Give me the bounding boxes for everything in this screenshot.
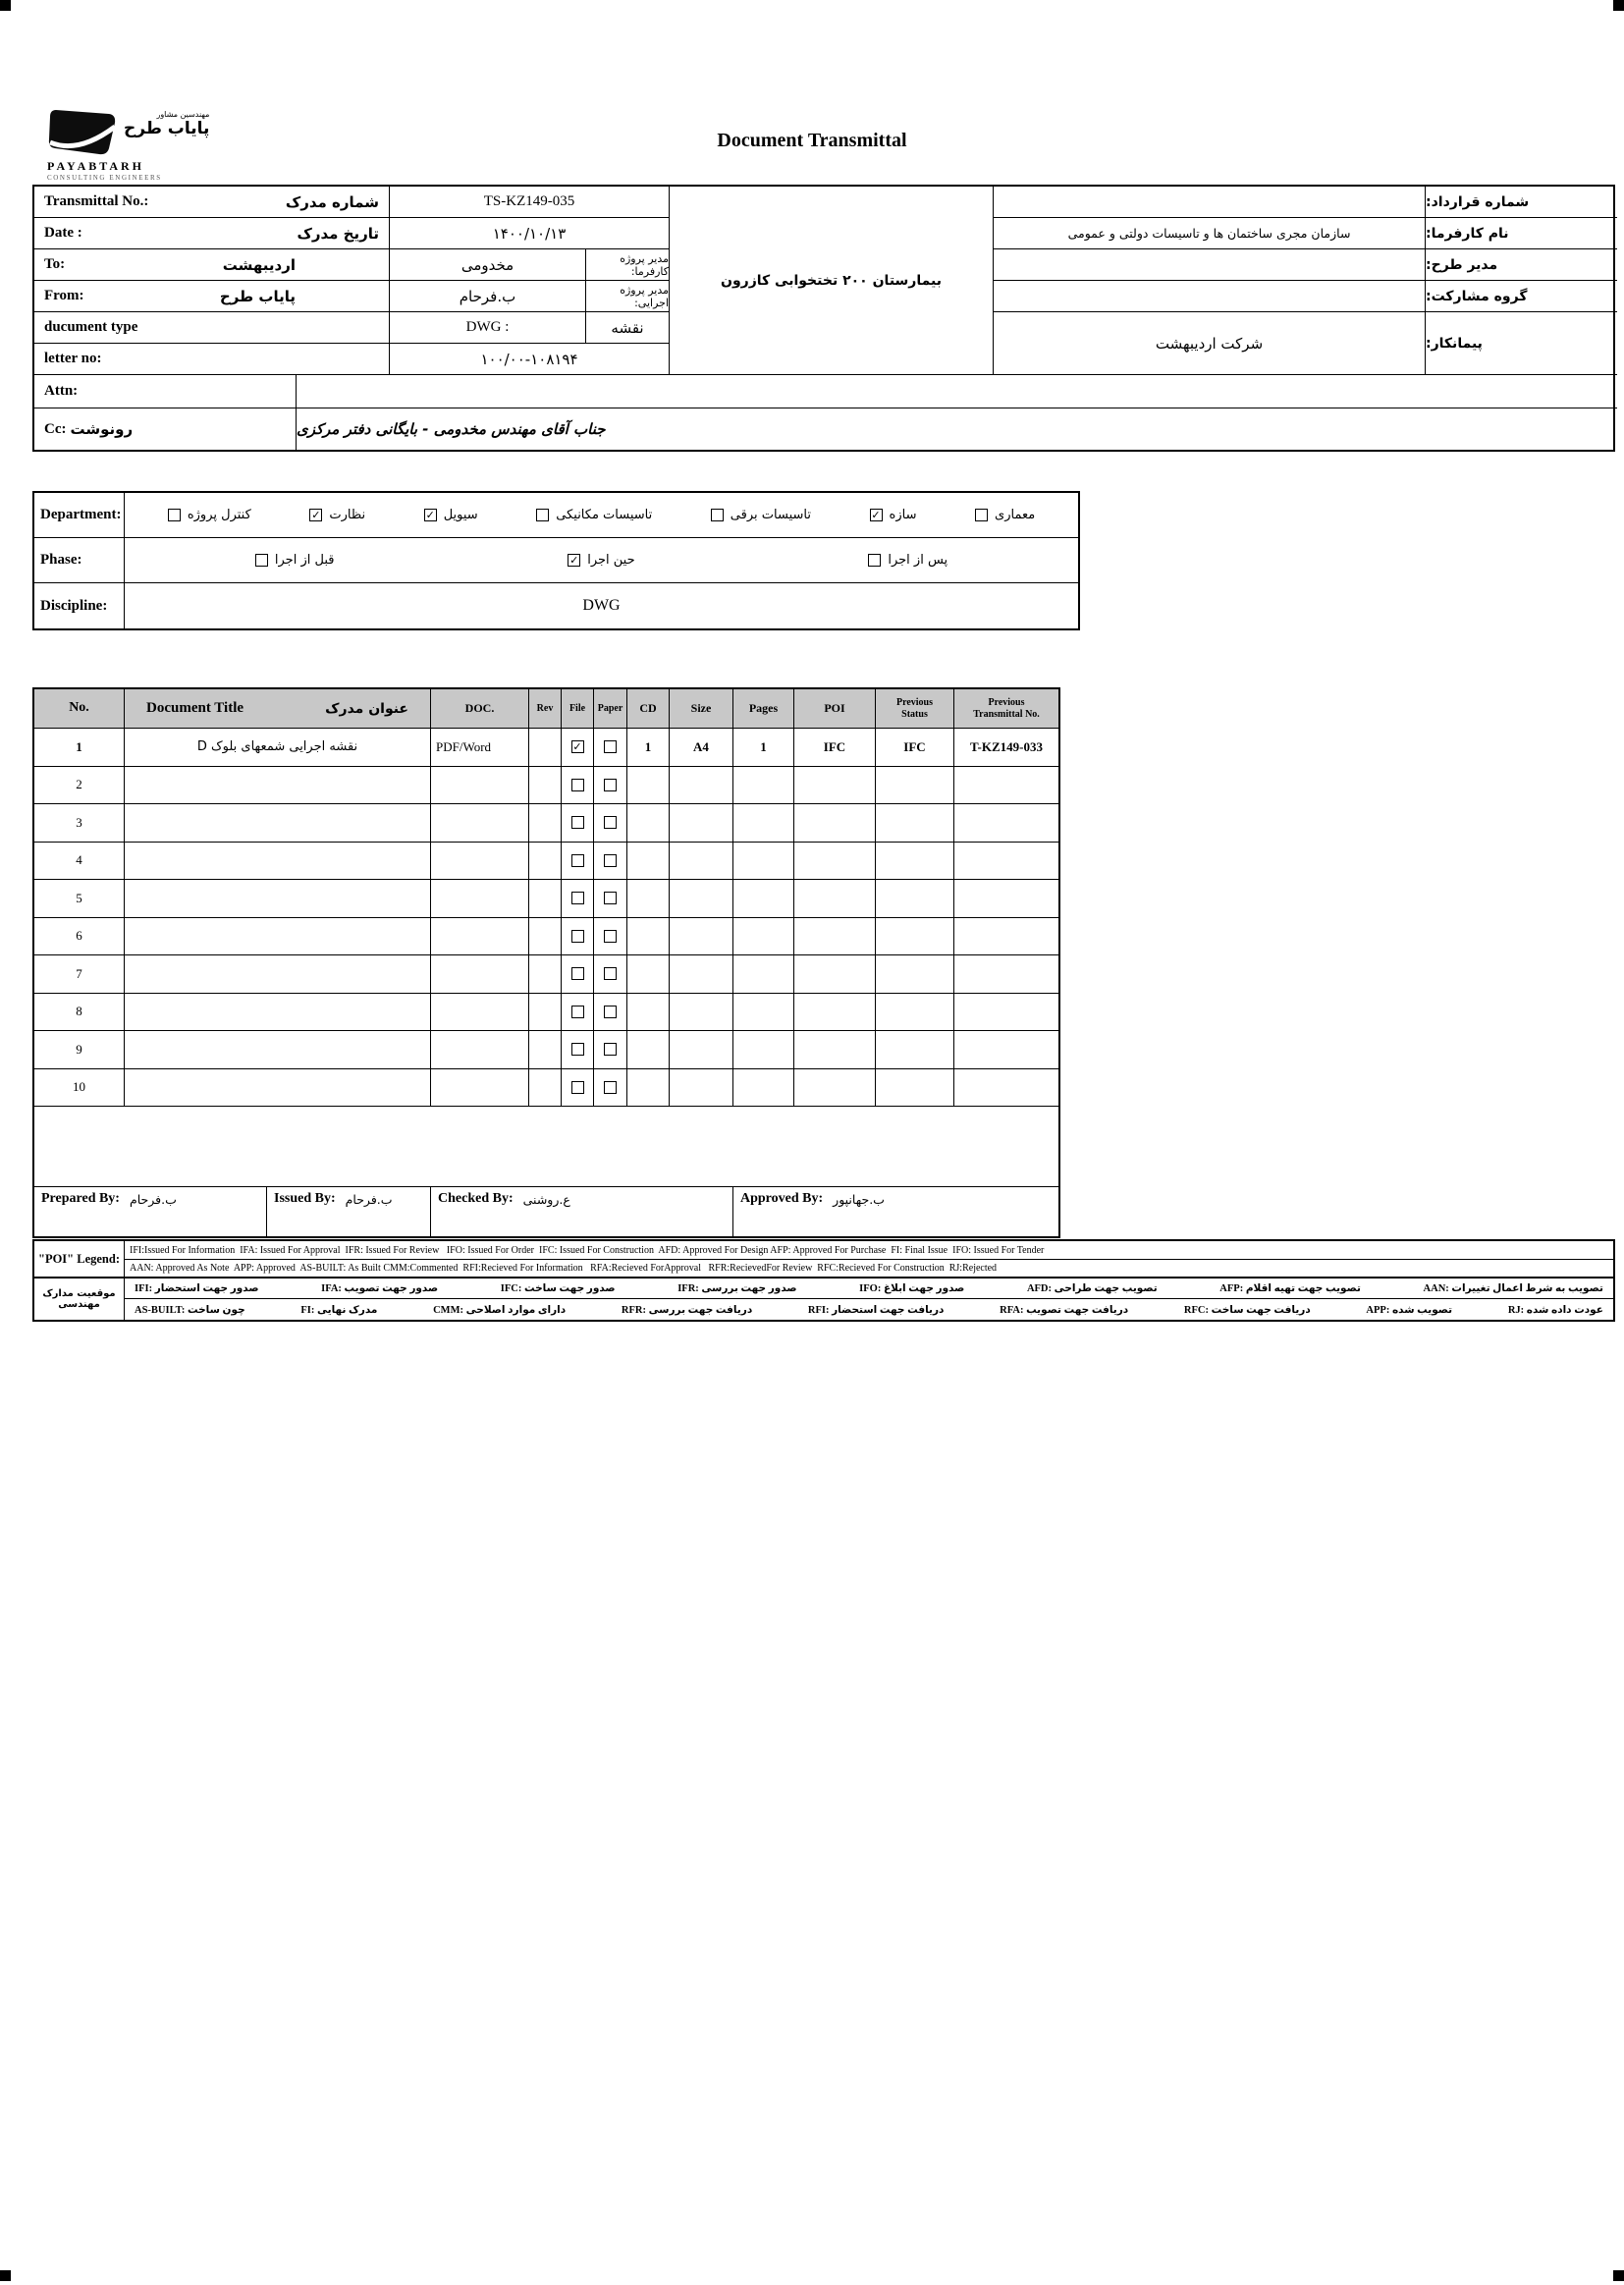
cell-pages xyxy=(733,880,794,917)
cell-prev-status xyxy=(876,1031,954,1068)
corner-mark xyxy=(1613,0,1624,11)
documents-table xyxy=(32,687,1060,1238)
cell-doc xyxy=(431,994,529,1031)
structure-checkbox[interactable] xyxy=(870,509,883,521)
cell-rev xyxy=(529,955,562,993)
to-sublabel: مدیر پروژه کارفرما: xyxy=(586,249,670,281)
from-sublabel: مدیر پروژه اجرایی: xyxy=(586,281,670,312)
cell-cd xyxy=(627,804,670,842)
legend-item: RFC: دریافت جهت ساخت xyxy=(1183,1304,1311,1316)
project-control-checkbox[interactable] xyxy=(168,509,181,521)
legend-item: IFR: صدور جهت بررسی xyxy=(677,1283,797,1294)
transmittal-no-label-fa: شماره مدرک xyxy=(285,192,379,211)
department-option-supervision xyxy=(309,508,365,522)
corner-mark xyxy=(1613,2270,1624,2281)
cell-file xyxy=(562,1069,594,1107)
cell-cd xyxy=(627,767,670,804)
cell-paper xyxy=(594,955,627,993)
supervision-checkbox[interactable] xyxy=(309,509,322,521)
doctype-label xyxy=(34,312,390,344)
cc-label xyxy=(34,408,297,450)
cell-prev-transmittal xyxy=(954,918,1058,955)
to-label-en: To: xyxy=(44,256,66,272)
checked-by-value: ع.روشنی xyxy=(522,1192,570,1207)
file-checkbox[interactable] xyxy=(571,967,584,980)
cell-size: A4 xyxy=(670,729,733,766)
from-label xyxy=(34,281,390,312)
legend-item: AFD: تصویب جهت طراحی xyxy=(1026,1283,1158,1294)
to-label xyxy=(34,249,390,281)
discipline-row xyxy=(34,583,1078,628)
contractor-value: شرکت اردیبهشت xyxy=(994,312,1426,375)
cell-size xyxy=(670,1031,733,1068)
cell-rev xyxy=(529,994,562,1031)
cell-rev xyxy=(529,880,562,917)
cell-pages xyxy=(733,955,794,993)
poi-legend-table xyxy=(32,1239,1615,1322)
cell-size xyxy=(670,994,733,1031)
department-options xyxy=(125,493,1078,537)
contract-no-value xyxy=(994,187,1426,218)
cell-size xyxy=(670,843,733,880)
cell-no: 5 xyxy=(34,880,125,917)
cell-prev-status: IFC xyxy=(876,729,954,766)
cell-file xyxy=(562,918,594,955)
cell-prev-transmittal xyxy=(954,994,1058,1031)
cell-cd xyxy=(627,918,670,955)
cell-pages xyxy=(733,994,794,1031)
cell-paper xyxy=(594,1069,627,1107)
cell-paper xyxy=(594,880,627,917)
cell-size xyxy=(670,955,733,993)
header-poi: POI xyxy=(794,689,876,728)
table-row xyxy=(34,918,1058,956)
phase-option-after xyxy=(868,553,947,568)
table-row xyxy=(34,1069,1058,1108)
fa-legend-label: موقعیت مدارک مهندسی xyxy=(34,1279,125,1320)
electrical-checkbox[interactable] xyxy=(711,509,724,521)
cell-doc xyxy=(431,767,529,804)
cell-prev-transmittal xyxy=(954,1031,1058,1068)
cell-poi: IFC xyxy=(794,729,876,766)
checked-by-label: Checked By: xyxy=(438,1191,514,1206)
architecture-checkbox[interactable] xyxy=(975,509,988,521)
cell-size xyxy=(670,767,733,804)
cell-prev-status xyxy=(876,994,954,1031)
cell-title xyxy=(125,843,431,880)
client-label: نام کارفرما: xyxy=(1426,218,1617,249)
file-checkbox[interactable] xyxy=(571,930,584,943)
issued-by-label: Issued By: xyxy=(274,1191,336,1206)
table-row xyxy=(34,804,1058,843)
cc-label-fa: رونوشت xyxy=(70,420,134,438)
legend-item: FI: مدرک نهایی xyxy=(300,1304,378,1316)
phase-option-during xyxy=(568,553,634,568)
cell-pages xyxy=(733,1031,794,1068)
file-checkbox[interactable] xyxy=(571,854,584,867)
contractor-label: پیمانکار: xyxy=(1426,312,1617,375)
before-execution-checkbox[interactable] xyxy=(255,554,268,567)
corner-mark xyxy=(0,0,11,11)
cell-rev xyxy=(529,918,562,955)
jv-label: گروه مشارکت: xyxy=(1426,281,1617,312)
date-label-fa: تاریخ مدرک xyxy=(297,224,379,243)
legend-item: RJ: عودت داده شده xyxy=(1507,1304,1603,1316)
cell-doc xyxy=(431,843,529,880)
logo-subtitle: CONSULTING ENGINEERS xyxy=(47,174,162,182)
file-checkbox[interactable] xyxy=(571,1043,584,1056)
cell-prev-transmittal xyxy=(954,1069,1058,1107)
paper-checkbox[interactable] xyxy=(604,930,617,943)
cell-prev-transmittal xyxy=(954,843,1058,880)
option-label: نظارت xyxy=(329,508,366,522)
cell-prev-status xyxy=(876,880,954,917)
cell-prev-status xyxy=(876,804,954,842)
header-paper: Paper xyxy=(594,689,627,728)
cc-label-en: Cc: xyxy=(44,420,67,437)
cell-prev-status xyxy=(876,1069,954,1107)
cell-size xyxy=(670,804,733,842)
department-label: Department: xyxy=(34,493,125,537)
cell-no: 2 xyxy=(34,767,125,804)
cell-doc xyxy=(431,955,529,993)
paper-checkbox[interactable] xyxy=(604,740,617,753)
department-option-electrical xyxy=(711,508,811,522)
date-value: ۱۴۰۰/۱۰/۱۳ xyxy=(390,218,670,249)
cell-no: 9 xyxy=(34,1031,125,1068)
header-title xyxy=(125,689,431,728)
cell-size xyxy=(670,918,733,955)
cell-file xyxy=(562,880,594,917)
cell-pages xyxy=(733,767,794,804)
discipline-label: Discipline: xyxy=(34,583,125,628)
department-option-structure xyxy=(870,508,917,522)
legend-item: CMM: دارای موارد اصلاحی xyxy=(433,1304,567,1316)
cell-file xyxy=(562,994,594,1031)
after-execution-checkbox[interactable] xyxy=(868,554,881,567)
from-label-en: From: xyxy=(44,288,84,303)
legend-item: RFR: دریافت جهت بررسی xyxy=(621,1304,753,1316)
legend-item: APP: تصویب شده xyxy=(1366,1304,1453,1316)
cell-poi xyxy=(794,994,876,1031)
from-name: ب.فرحام xyxy=(390,281,586,312)
cell-doc xyxy=(431,1031,529,1068)
file-checkbox[interactable] xyxy=(571,892,584,904)
phase-row xyxy=(34,538,1078,583)
cell-title xyxy=(125,1031,431,1068)
cell-poi xyxy=(794,955,876,993)
legend-item: RFI: دریافت جهت استحضار xyxy=(807,1304,945,1316)
department-option-architecture xyxy=(975,508,1035,522)
signoff-row xyxy=(34,1187,1058,1236)
paper-checkbox[interactable] xyxy=(604,967,617,980)
checked-by xyxy=(431,1187,733,1236)
logo-name-fa: پایاب طرح xyxy=(124,119,210,138)
classification-table xyxy=(32,491,1080,630)
cell-prev-status xyxy=(876,843,954,880)
cell-rev xyxy=(529,729,562,766)
approved-by-label: Approved By: xyxy=(740,1191,824,1206)
cell-cd xyxy=(627,994,670,1031)
approved-by xyxy=(733,1187,1058,1236)
transmittal-no-label-en: Transmittal No.: xyxy=(44,193,149,209)
cell-paper xyxy=(594,918,627,955)
cell-file xyxy=(562,729,594,766)
page-title: Document Transmittal xyxy=(717,130,907,151)
cell-prev-transmittal xyxy=(954,767,1058,804)
cell-rev xyxy=(529,1069,562,1107)
table-row xyxy=(34,729,1058,767)
legend-item: AFP: تصویب جهت تهیه اقلام xyxy=(1219,1283,1361,1294)
transmittal-no-label xyxy=(34,187,390,218)
issued-by-value: ب.فرحام xyxy=(345,1192,393,1207)
cell-title xyxy=(125,767,431,804)
option-label: معماری xyxy=(995,508,1036,522)
fa-legend-line2 xyxy=(125,1299,1613,1320)
cell-title xyxy=(125,918,431,955)
documents-header-row xyxy=(34,689,1058,729)
cell-title xyxy=(125,1069,431,1107)
paper-checkbox[interactable] xyxy=(604,892,617,904)
project-name: بیمارستان ۲۰۰ تختخوابی کازرون xyxy=(670,187,994,375)
table-row xyxy=(34,880,1058,918)
cell-cd xyxy=(627,843,670,880)
cell-pages xyxy=(733,843,794,880)
cell-paper xyxy=(594,767,627,804)
option-label: سیویل xyxy=(443,508,478,522)
cell-file xyxy=(562,804,594,842)
mechanical-checkbox[interactable] xyxy=(536,509,549,521)
prepared-by-value: ب.فرحام xyxy=(129,1192,177,1207)
cell-no: 4 xyxy=(34,843,125,880)
header-size: Size xyxy=(670,689,733,728)
from-value-fa: پایاب طرح xyxy=(219,287,296,305)
cell-title xyxy=(125,994,431,1031)
doctype-value: DWG : xyxy=(390,312,586,344)
header-no: No. xyxy=(34,689,125,728)
legend-item: IFO: صدور جهت ابلاغ xyxy=(859,1283,965,1294)
cell-cd xyxy=(627,955,670,993)
cell-title: نقشه اجرایی شمعهای بلوک D xyxy=(125,729,431,766)
cell-prev-status xyxy=(876,955,954,993)
cell-file xyxy=(562,1031,594,1068)
cell-prev-transmittal: T-KZ149-033 xyxy=(970,738,1043,754)
cell-rev xyxy=(529,767,562,804)
cell-doc xyxy=(431,1069,529,1107)
corner-mark xyxy=(0,2270,11,2281)
cell-prev-transmittal xyxy=(954,955,1058,993)
legend-item: AS-BUILT: چون ساخت xyxy=(135,1304,245,1316)
pm-label: مدیر طرح: xyxy=(1426,249,1617,281)
cell-poi xyxy=(794,918,876,955)
attn-value xyxy=(297,375,1617,408)
cell-rev xyxy=(529,804,562,842)
paper-checkbox[interactable] xyxy=(604,779,617,791)
table-row xyxy=(34,955,1058,994)
cell-cd xyxy=(627,880,670,917)
legend-item: IFC: صدور جهت ساخت xyxy=(500,1283,616,1294)
cell-title xyxy=(125,880,431,917)
header-cd: CD xyxy=(627,689,670,728)
jv-value xyxy=(994,281,1426,312)
option-label: قبل از اجرا xyxy=(274,553,335,568)
header-prev-transmittal: Previous Transmittal No. xyxy=(973,697,1040,720)
cell-pages xyxy=(733,804,794,842)
to-value-fa: اردیبهشت xyxy=(222,255,296,274)
letterno-label xyxy=(34,344,390,375)
client-value: سازمان مجری ساختمان ها و تاسیسات دولتی و عمومی xyxy=(994,218,1426,249)
pm-value xyxy=(994,249,1426,281)
header-file: File xyxy=(562,689,594,728)
attn-label xyxy=(34,375,297,408)
department-option-civil xyxy=(424,508,478,522)
during-execution-checkbox[interactable] xyxy=(568,554,580,567)
phase-options xyxy=(125,538,1078,582)
to-name: مخدومی xyxy=(390,249,586,281)
cell-paper xyxy=(594,843,627,880)
option-label: کنترل پروژه xyxy=(187,508,251,522)
cell-poi xyxy=(794,1031,876,1068)
cell-file xyxy=(562,955,594,993)
cell-poi xyxy=(794,804,876,842)
paper-checkbox[interactable] xyxy=(604,1081,617,1094)
transmittal-no-value: TS-KZ149-035 xyxy=(390,187,670,218)
cell-size xyxy=(670,880,733,917)
transmittal-info-table xyxy=(32,185,1615,452)
cell-paper xyxy=(594,1031,627,1068)
prepared-by xyxy=(34,1187,267,1236)
cell-doc xyxy=(431,804,529,842)
cell-poi xyxy=(794,767,876,804)
cell-poi xyxy=(794,1069,876,1107)
header-rev: Rev xyxy=(529,689,562,728)
cell-paper xyxy=(594,994,627,1031)
cell-doc xyxy=(431,918,529,955)
fa-legend-line1 xyxy=(125,1279,1613,1299)
department-option-mechanical xyxy=(536,508,652,522)
paper-checkbox[interactable] xyxy=(604,816,617,829)
cell-title xyxy=(125,955,431,993)
doctype-value-fa: نقشه xyxy=(586,312,670,344)
attn-label-en: Attn: xyxy=(44,383,79,399)
option-label: سازه xyxy=(889,508,917,522)
cell-prev-transmittal xyxy=(954,804,1058,842)
prepared-by-label: Prepared By: xyxy=(41,1191,120,1206)
file-checkbox[interactable] xyxy=(571,740,584,753)
option-label: پس از اجرا xyxy=(888,553,948,568)
contract-no-label: شماره قرارداد: xyxy=(1426,187,1617,218)
cell-pages: 1 xyxy=(733,729,794,766)
letterno-label-en: letter no: xyxy=(44,351,102,366)
legend-item: IFI: صدور جهت استحضار xyxy=(135,1283,259,1294)
table-row xyxy=(34,1031,1058,1069)
file-checkbox[interactable] xyxy=(571,1081,584,1094)
legend-item: IFA: صدور جهت تصویب xyxy=(321,1283,439,1294)
letterno-value: ۱۰۰/۰۰-۱۰۸۱۹۴ xyxy=(390,344,670,375)
issued-by xyxy=(267,1187,431,1236)
cell-cd xyxy=(627,1069,670,1107)
approved-by-value: ب.جهانپور xyxy=(833,1192,885,1207)
cell-no: 8 xyxy=(34,994,125,1031)
paper-checkbox[interactable] xyxy=(604,1006,617,1018)
cell-prev-transmittal xyxy=(954,880,1058,917)
civil-checkbox[interactable] xyxy=(424,509,437,521)
cell-pages xyxy=(733,1069,794,1107)
file-checkbox[interactable] xyxy=(571,816,584,829)
option-label: تاسیسات مکانیکی xyxy=(556,508,653,522)
logo-tagline: مهندسین مشاور xyxy=(156,110,210,119)
option-label: حین اجرا xyxy=(587,553,635,568)
cell-size xyxy=(670,1069,733,1107)
cell-doc: PDF/Word xyxy=(431,729,529,766)
poi-legend-line2: AAN: Approved As Note APP: Approved AS-BUILT: As Built CMM:Commented RFI:Recieved For Information RFA:Recieved ForApproval RFR:RecievedFor Review RFC:Recieved For Construction RJ:Rejected xyxy=(125,1260,1613,1279)
header-title-en: Document Title xyxy=(146,700,244,716)
file-checkbox[interactable] xyxy=(571,779,584,791)
department-option-project-control xyxy=(168,508,251,522)
option-label: تاسیسات برقی xyxy=(730,508,811,522)
cc-value: جناب آقای مهندس مخدومی - بایگانی دفتر مرکزی xyxy=(297,420,606,438)
doctype-label-en: ducument type xyxy=(44,319,138,335)
cell-file xyxy=(562,843,594,880)
cell-rev xyxy=(529,1031,562,1068)
table-row xyxy=(34,767,1058,805)
cell-paper xyxy=(594,804,627,842)
cell-no: 7 xyxy=(34,955,125,993)
cell-pages xyxy=(733,918,794,955)
cell-cd xyxy=(627,1031,670,1068)
cell-cd: 1 xyxy=(627,729,670,766)
phase-label: Phase: xyxy=(34,538,125,582)
discipline-value: DWG xyxy=(582,597,621,614)
date-label-en: Date : xyxy=(44,225,82,241)
paper-checkbox[interactable] xyxy=(604,854,617,867)
cell-paper xyxy=(594,729,627,766)
cell-title xyxy=(125,804,431,842)
logo-name-en: PAYABTARH xyxy=(47,159,145,173)
header-doc: DOC. xyxy=(431,689,529,728)
poi-legend-label: "POI" Legend: xyxy=(34,1241,125,1279)
cell-rev xyxy=(529,843,562,880)
cell-no: 10 xyxy=(34,1069,125,1107)
empty-area xyxy=(34,1107,1058,1187)
cell-no: 6 xyxy=(34,918,125,955)
cell-no: 3 xyxy=(34,804,125,842)
table-row xyxy=(34,994,1058,1032)
legend-item: RFA: دریافت جهت تصویب xyxy=(1000,1304,1129,1316)
legend-item: AAN: تصویب به شرط اعمال تغییرات xyxy=(1423,1283,1603,1294)
header-pages: Pages xyxy=(733,689,794,728)
department-row xyxy=(34,493,1078,538)
poi-legend-line1: IFI:Issued For Information IFA: Issued For Approval IFR: Issued For Review IFO: Issued For Order IFC: Issued For Construction AFD: Approved For Design AFP: Approved For Purchase FI: Final Issue IFO: Issued For Tender xyxy=(125,1241,1613,1260)
phase-option-before xyxy=(255,553,335,568)
cell-file xyxy=(562,767,594,804)
file-checkbox[interactable] xyxy=(571,1006,584,1018)
cell-poi xyxy=(794,880,876,917)
cell-doc xyxy=(431,880,529,917)
table-row xyxy=(34,843,1058,881)
cell-prev-status xyxy=(876,767,954,804)
cell-no: 1 xyxy=(34,729,125,766)
header-prev-status: Previous Status xyxy=(876,689,954,728)
cell-prev-status xyxy=(876,918,954,955)
cell-poi xyxy=(794,843,876,880)
header-title-fa: عنوان مدرک xyxy=(325,700,408,717)
paper-checkbox[interactable] xyxy=(604,1043,617,1056)
date-label xyxy=(34,218,390,249)
